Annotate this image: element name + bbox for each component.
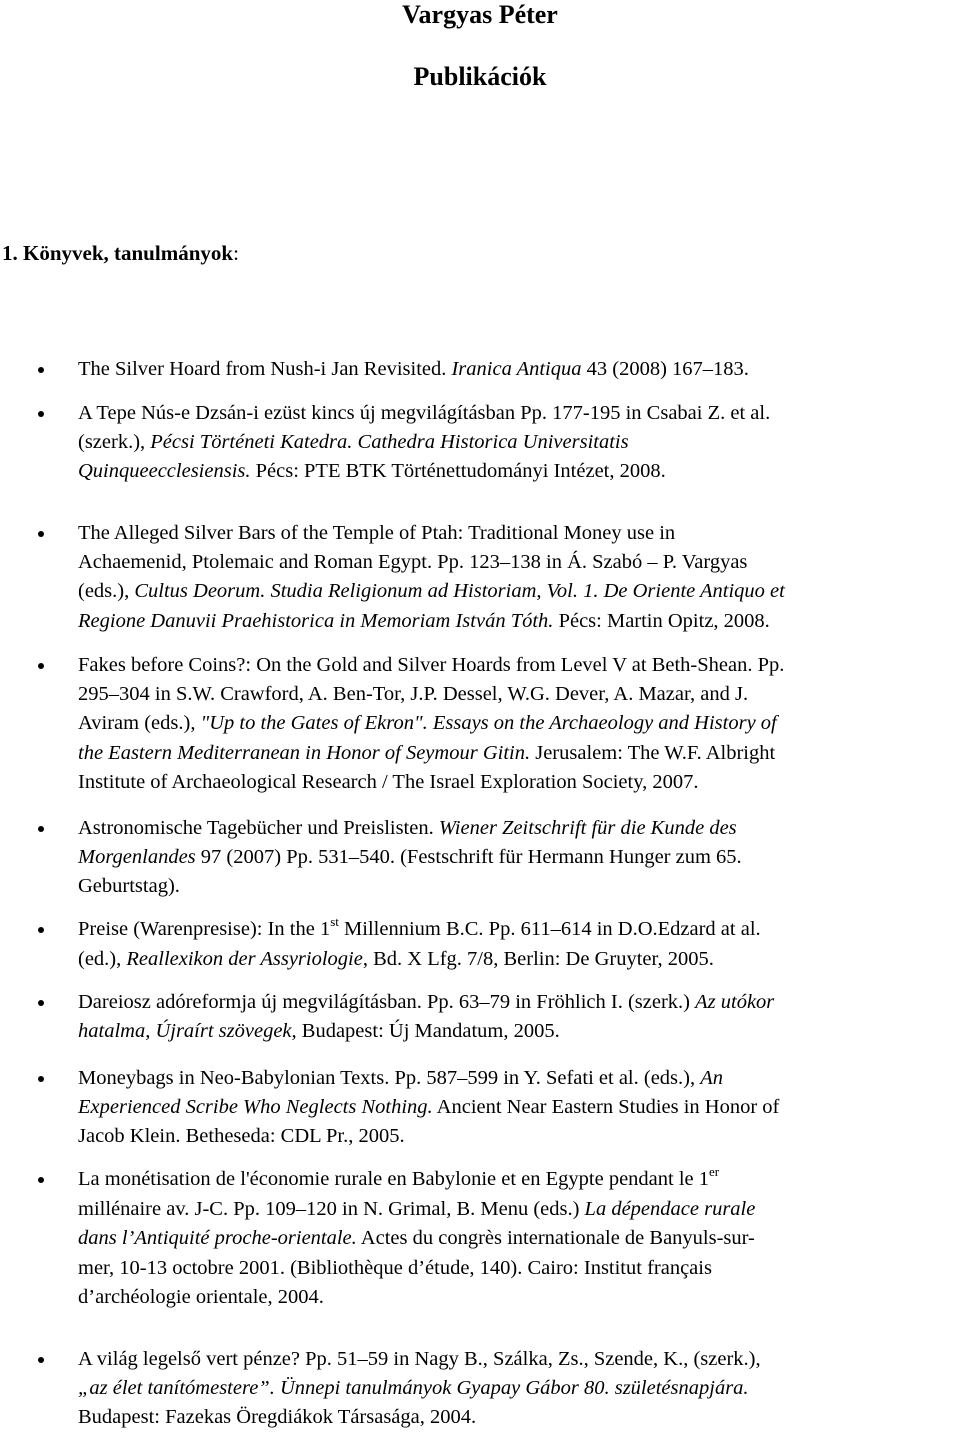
entry-text: Fakes before Coins?: On the Gold and Silver Hoards from Level V at Beth-Shean. Pp.: [78, 654, 785, 676]
entry-text: Astronomische Tagebücher und Preislisten.: [78, 817, 439, 839]
entry-text: Budapest: Fazekas Öregdiákok Társasága, 2004.: [78, 1406, 477, 1429]
italic-text: An: [700, 1067, 723, 1089]
entry-line: [78, 814, 954, 843]
entry-text: A Tepe Nús-e Dzsán-i ezüst kincs új megvilágításban Pp. 177-195 in Csabai Z. et al.: [78, 402, 771, 424]
entry-line: [78, 945, 954, 974]
italic-text: Morgenlandes: [78, 846, 196, 869]
publication-entry: [78, 1064, 954, 1152]
entry-text: mer, 10-13 octobre 2001. (Bibliothèque d’étude, 140). Cairo: Institut français: [78, 1256, 712, 1279]
italic-text: Pécsi Történeti Katedra. Cathedra Historica Universitatis: [150, 431, 629, 454]
bullet-icon: [38, 411, 44, 417]
entry-text: Jacob Klein. Betheseda: CDL Pr., 2005.: [78, 1125, 405, 1148]
entry-text: 97 (2007) Pp. 531–540. (Festschrift für Hermann Hunger zum 65.: [195, 846, 742, 869]
entry-text: A világ legelső vert pénze? Pp. 51–59 in Nagy B., Szálka, Zs., Szende, K., (szerk.),: [78, 1348, 761, 1370]
italic-text: Cultus Deorum. Studia Religionum ad Historiam, Vol. 1. De Oriente Antiquo et: [134, 580, 785, 603]
italic-text: Reallexikon der Assyriologie: [126, 948, 363, 971]
italic-text: „az élet tanítómestere”. Ünnepi tanulmányok Gyapay Gábor 80. születésnapjára.: [78, 1377, 749, 1400]
entry-text: The Silver Hoard from Nush-i Jan Revisited.: [78, 358, 452, 380]
entry-line: [78, 1017, 954, 1046]
entry-text: d’archéologie orientale, 2004.: [78, 1285, 324, 1308]
bullet-icon: [38, 1177, 44, 1183]
entry-text: Jerusalem: The W.F. Albright: [530, 741, 776, 764]
entry-line: [78, 355, 954, 384]
superscript-text: st: [330, 914, 339, 929]
entry-line: [78, 1224, 954, 1253]
entry-text: Institute of Archaeological Research / The Israel Exploration Society, 2007.: [78, 770, 699, 793]
entry-text: 43 (2008) 167–183.: [581, 358, 749, 380]
entry-line: [78, 1254, 954, 1283]
entry-text: Geburtstag).: [78, 875, 180, 898]
publication-entry: [78, 988, 954, 1046]
entry-text: Budapest: Új Mandatum, 2005.: [296, 1020, 560, 1043]
entry-line: [78, 915, 954, 945]
italic-text: Regione Danuvii Praehistorica in Memoriam István Tóth.: [78, 609, 554, 632]
entry-text: Pécs: Martin Opitz, 2008.: [553, 609, 770, 632]
entry-line: [78, 428, 954, 457]
superscript-text: er: [709, 1164, 720, 1179]
entry-text: millénaire av. J-C. Pp. 109–120 in N. Grimal, B. Menu (eds.): [78, 1198, 585, 1221]
entry-text: (eds.),: [78, 580, 135, 603]
page-subtitle: Publikációk: [413, 62, 547, 91]
entry-line: [78, 1064, 954, 1093]
entry-text: The Alleged Silver Bars of the Temple of Ptah: Traditional Money use in: [78, 522, 676, 544]
section-title: Könyvek, tanulmányok: [23, 241, 234, 265]
entry-line: [78, 768, 954, 797]
entry-line: [78, 1165, 954, 1195]
section-number: 1.: [2, 241, 18, 265]
publication-entry: [78, 519, 954, 636]
entry-line: [78, 548, 954, 577]
italic-text: Az utókor: [695, 991, 775, 1013]
italic-text: "Up to the Gates of Ekron". Essays on the Archaeology and History of: [200, 712, 777, 735]
author-name: Vargyas Péter: [402, 0, 558, 29]
entry-line: [78, 519, 954, 548]
bullet-icon: [38, 1076, 44, 1082]
publication-entry: [78, 355, 954, 384]
entry-text: Actes du congrès internationale de Banyuls-sur-: [356, 1227, 755, 1250]
entry-text: La monétisation de l'économie rurale en Babylonie et en Egypte pendant le 1: [78, 1168, 710, 1190]
italic-text: dans l’Antiquité proche-orientale.: [78, 1227, 357, 1250]
entry-text: (szerk.),: [78, 431, 151, 454]
bullet-icon: [38, 1357, 44, 1363]
entry-text: Ancient Near Eastern Studies in Honor of: [432, 1096, 780, 1119]
bullet-icon: [38, 826, 44, 832]
entry-line: [78, 680, 954, 709]
entry-line: [78, 1195, 954, 1224]
entry-line: [78, 1122, 954, 1151]
entry-line: [78, 872, 954, 901]
entry-text: (ed.),: [78, 948, 127, 971]
entry-text: Millennium B.C. Pp. 611–614 in D.O.Edzard at al.: [338, 918, 761, 940]
entry-line: [78, 739, 954, 768]
section-heading: [2, 240, 239, 266]
entry-line: [78, 988, 954, 1017]
italic-text: Iranica Antiqua: [451, 358, 582, 380]
entry-text: Preise (Warenpresise): In the 1: [78, 918, 331, 940]
entry-text: Dareiosz adóreformja új megvilágításban. Pp. 63–79 in Fröhlich I. (szerk.): [78, 991, 696, 1013]
entry-line: [78, 1374, 954, 1403]
italic-text: Quinqueecclesiensis.: [78, 460, 251, 483]
bullet-icon: [38, 367, 44, 373]
entry-line: [78, 577, 954, 606]
bullet-icon: [38, 1000, 44, 1006]
entry-text: Aviram (eds.),: [78, 712, 201, 735]
italic-text: La dépendace rurale: [584, 1198, 756, 1221]
entry-line: [78, 607, 954, 636]
entry-line: [78, 457, 954, 486]
bullet-icon: [38, 927, 44, 933]
bullet-icon: [38, 663, 44, 669]
entry-line: [78, 843, 954, 872]
italic-text: the Eastern Mediterranean in Honor of Seymour Gitin.: [78, 741, 531, 764]
entry-line: [78, 651, 954, 680]
entry-line: [78, 1283, 954, 1312]
entry-text: , Bd. X Lfg. 7/8, Berlin: De Gruyter, 2005.: [362, 948, 714, 971]
entry-line: [78, 1345, 954, 1374]
italic-text: Wiener Zeitschrift für die Kunde des: [438, 817, 737, 839]
entry-text: Pécs: PTE BTK Történettudományi Intézet, 2008.: [250, 460, 666, 483]
entry-line: [78, 1403, 954, 1432]
entry-text: Achaemenid, Ptolemaic and Roman Egypt. Pp. 123–138 in Á. Szabó – P. Vargyas: [78, 551, 748, 574]
entry-line: [78, 399, 954, 428]
publication-entry: [78, 399, 954, 487]
entry-text: 295–304 in S.W. Crawford, A. Ben-Tor, J.P. Dessel, W.G. Dever, A. Mazar, and J.: [78, 683, 749, 706]
italic-text: hatalma, Újraírt szövegek,: [78, 1020, 297, 1043]
publication-entry: [78, 814, 954, 902]
entry-text: Moneybags in Neo-Babylonian Texts. Pp. 587–599 in Y. Sefati et al. (eds.),: [78, 1067, 701, 1089]
entry-line: [78, 709, 954, 738]
publication-entry: [78, 1345, 954, 1433]
publication-entry: [78, 651, 954, 797]
entry-line: [78, 1093, 954, 1122]
publication-entry: [78, 915, 954, 974]
italic-text: Experienced Scribe Who Neglects Nothing.: [78, 1096, 433, 1119]
section-suffix: :: [233, 241, 239, 265]
bullet-icon: [38, 531, 44, 537]
publication-entry: [78, 1165, 954, 1312]
